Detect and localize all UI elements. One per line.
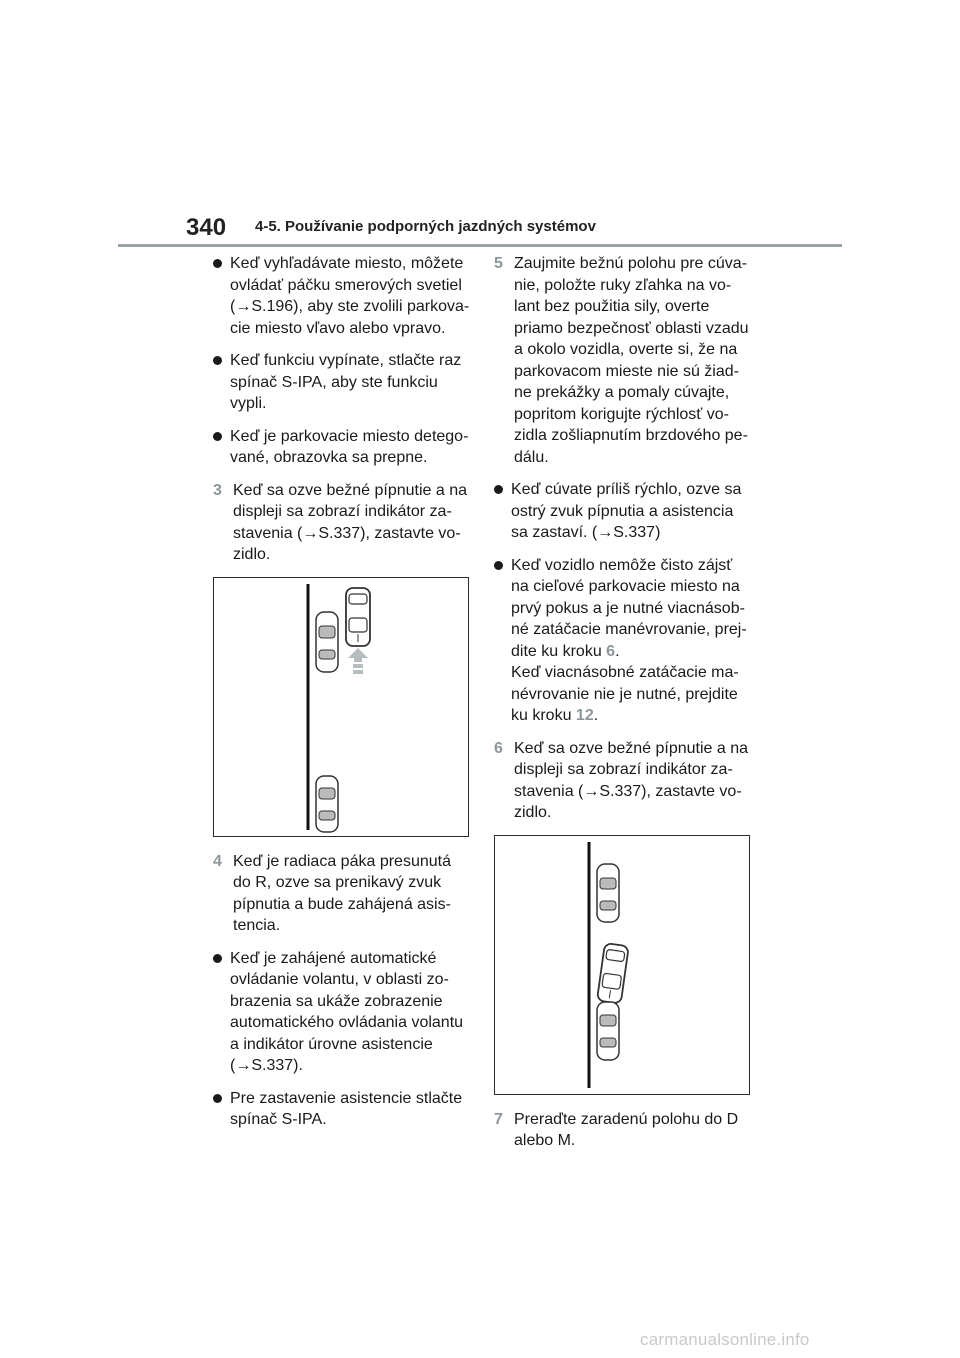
bullet-item [213, 426, 473, 469]
parked-car-icon [597, 864, 619, 922]
bullet-dot-icon [213, 954, 222, 963]
text-line: stavenia (→S.337), zastavte vo- [514, 782, 742, 800]
text-line: Keď je parkovacie miesto detego- [230, 427, 469, 445]
text-line: zidla zošliapnutím brzdového pe- [514, 427, 748, 444]
text-line: zidlo. [233, 546, 271, 563]
text-line: zidlo. [514, 804, 552, 821]
parked-car-icon [597, 1002, 619, 1060]
text-line [511, 705, 756, 727]
text-line: priamo bezpečnosť oblasti vzadu [514, 319, 749, 337]
text-line: stavenia (→S.337), zastavte vo- [233, 524, 461, 542]
step-3 [213, 480, 473, 566]
step-4 [213, 851, 473, 937]
bullet-item [213, 1088, 473, 1131]
text-line: Keď cúvate príliš rýchlo, ozve sa [511, 481, 742, 498]
left-column [213, 253, 473, 1142]
bullet-dot-icon [494, 561, 503, 570]
text-line: Keď je radiaca páka presunutá [233, 852, 451, 870]
text-line: ne prekážky a pomaly cúvajte, [514, 384, 730, 401]
step-6 [494, 738, 756, 824]
bullet-item [213, 350, 473, 415]
step-number: 4 [213, 852, 222, 870]
text-line: displeji sa zobrazí indikátor za- [233, 503, 452, 520]
text-line: prvý pokus a je nutné viacnásob- [511, 599, 745, 617]
text-line: pípnutia a bude zahájená asis- [233, 895, 451, 913]
text-line: popritom korigujte rýchlosť vo- [514, 405, 729, 423]
text-line [511, 641, 756, 663]
text-line: Keď je zahájené automatické [230, 949, 437, 967]
parked-car-icon [316, 776, 338, 832]
text-fragment: . [615, 642, 620, 660]
bullet-item [213, 253, 473, 339]
header-divider [118, 244, 842, 247]
step-number: 3 [213, 481, 222, 499]
parking-diagram-step3 [213, 577, 469, 837]
parking-illustration [495, 836, 749, 1094]
step-number: 5 [494, 255, 503, 272]
text-line: né zatáčacie manévrovanie, prej- [511, 621, 747, 638]
text-line: Pre zastavenie asistencie stlačte [230, 1089, 463, 1107]
text-line: ovládať páčku smerových svetiel [230, 276, 462, 294]
bullet-item [213, 948, 473, 1077]
text-line: Preraďte zaradenú polohu do D [514, 1110, 739, 1128]
step-number: 7 [494, 1110, 503, 1128]
text-line: dálu. [514, 448, 549, 466]
step-7 [494, 1109, 756, 1152]
forward-arrow-icon [348, 648, 368, 674]
text-line: Keď sa ozve bežné pípnutie a na [233, 481, 467, 499]
parked-car-icon [316, 612, 338, 672]
bullet-dot-icon [213, 1094, 222, 1103]
text-line: Keď funkciu vypínate, stlačte raz [230, 352, 462, 369]
text-line: Keď sa ozve bežné pípnutie a na [514, 739, 748, 757]
right-column [494, 253, 756, 1163]
text-line: cie miesto vľavo alebo vpravo. [230, 319, 446, 337]
text-line: automatického ovládania volantu [230, 1014, 464, 1031]
step-5 [494, 253, 756, 468]
text-line: a indikátor úrovne asistencie [230, 1035, 433, 1053]
text-line: Zaujmite bežnú polohu pre cúva- [514, 255, 748, 272]
bullet-dot-icon [213, 432, 222, 441]
text-fragment: ku kroku [511, 707, 576, 724]
text-line: vypli. [230, 395, 267, 412]
text-line: névrovanie nie je nutné, prejdite [511, 685, 738, 703]
step-number: 6 [494, 739, 503, 757]
section-title: 4-5. Používanie podporných jazdných systémov [255, 218, 596, 235]
text-line: spínač S-IPA, aby ste funkciu [230, 373, 438, 391]
text-line: displeji sa zobrazí indikátor za- [514, 761, 733, 778]
text-line: Keď vyhľadávate miesto, môžete [230, 255, 464, 272]
text-line: do R, ozve sa prenikavý zvuk [233, 874, 442, 891]
text-line: a okolo vozidla, overte si, že na [514, 341, 738, 358]
text-line: tencia. [233, 917, 281, 934]
own-car-icon [346, 588, 370, 646]
bullet-dot-icon [213, 259, 222, 268]
bullet-item [494, 479, 756, 544]
text-line: (→S.196), aby ste zvolili parkova- [230, 298, 470, 315]
text-line: Keď vozidlo nemôže čisto zájsť [511, 556, 733, 574]
text-fragment: dite ku kroku [511, 642, 607, 660]
parking-illustration [214, 578, 468, 836]
step-reference: 6 [606, 642, 616, 660]
text-line: (→S.337). [230, 1057, 303, 1074]
bullet-item [494, 555, 756, 727]
text-line: sa zastaví. (→S.337) [511, 524, 661, 541]
text-line: spínač S-IPA. [230, 1111, 327, 1128]
text-line: ostrý zvuk pípnutia a asistencia [511, 502, 734, 520]
step-reference: 12 [575, 707, 594, 724]
page-number: 340 [186, 214, 227, 241]
bullet-dot-icon [213, 356, 222, 365]
text-line: na cieľové parkovacie miesto na [511, 578, 740, 595]
watermark: carmanualsonline.info [640, 1330, 810, 1349]
text-line: nie, položte ruky zľahka na vo- [514, 276, 732, 294]
text-line: brazenia sa ukáže zobrazenie [230, 992, 443, 1010]
parking-diagram-step6 [494, 835, 750, 1095]
own-car-icon [597, 943, 629, 1004]
text-line: Keď viacnásobné zatáčacie ma- [511, 664, 739, 681]
text-line: vané, obrazovka sa prepne. [230, 449, 428, 466]
text-line: lant bez použitia sily, overte [514, 298, 710, 315]
bullet-dot-icon [494, 485, 503, 494]
text-line: alebo M. [514, 1132, 576, 1149]
text-fragment: . [593, 707, 599, 724]
text-line: parkovacom mieste nie sú žiad- [514, 362, 739, 380]
text-line: ovládanie volantu, v oblasti zo- [230, 971, 449, 988]
